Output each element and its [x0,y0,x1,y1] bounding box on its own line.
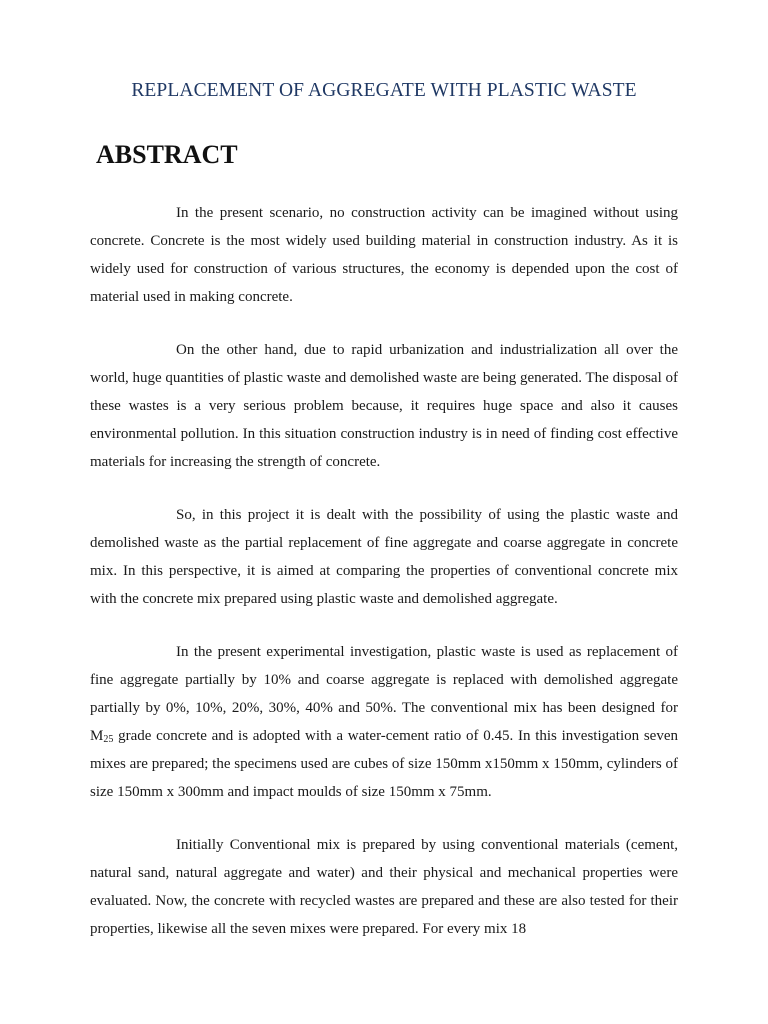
paragraph-4-part-1: In the present experimental investigation, plastic waste is used as replacement of fine aggregate partially by 10% and coarse aggregate is replaced with demolished aggregate partially by 0%, 10%, 20%, 30%, 40% and 50%. The conventional mix has been designed for M [90,644,678,744]
document-title: REPLACEMENT OF AGGREGATE WITH PLASTIC WASTE [131,80,637,101]
paragraph-2: On the other hand, due to rapid urbanization and industrialization all over the world, huge quantities of plastic waste and demolished waste are being generated. The disposal of these wastes is a very serious problem because, it requires huge space and also it causes environmental pollution. In this situation construction industry is in need of finding cost effective materials for increasing the strength of concrete. [90,342,678,470]
section-heading-abstract: ABSTRACT [96,140,238,169]
paragraph-1: In the present scenario, no construction activity can be imagined without using concrete. Concrete is the most widely used building material in construction industry. As it is widely used for construction of various structures, the economy is depended upon the cost of material used in making concrete. [90,205,678,305]
paragraph-3: So, in this project it is dealt with the possibility of using the plastic waste and demolished waste as the partial replacement of fine aggregate and coarse aggregate in concrete mix. In this perspective, it is aimed at comparing the properties of conventional concrete mix with the concrete mix prepared using plastic waste and demolished aggregate. [90,507,678,607]
grade-subscript: 25 [103,734,114,745]
paragraph-4-part-2: grade concrete and is adopted with a water-cement ratio of 0.45. In this investigation seven mixes are prepared; the specimens used are cubes of size 150mm x150mm x 150mm, cylinders of size 150mm x 300mm and impact moulds of size 150mm x 75mm. [90,728,678,800]
paragraph-5: Initially Conventional mix is prepared by using conventional materials (cement, natural sand, natural aggregate and water) and their physical and mechanical properties were evaluated. Now, the concrete with recycled wastes are prepared and these are also tested for their properties, likewise all the seven mixes were prepared. For every mix 18 [90,837,678,937]
abstract-body [90,199,678,968]
paragraph-4 [90,638,678,806]
